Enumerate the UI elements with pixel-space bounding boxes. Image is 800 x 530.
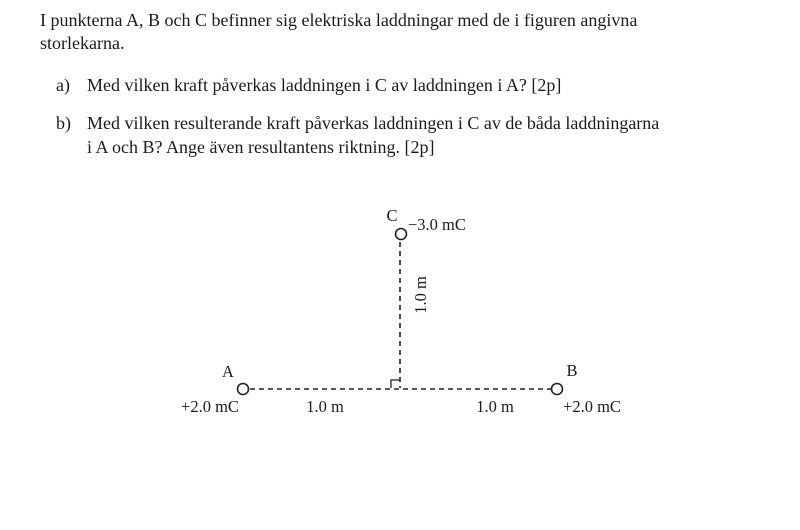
point-C-circle [396,229,407,240]
point-A-label: A [222,362,234,381]
charge-B-value: +2.0 mC [563,397,621,416]
question-a-text [87,73,770,97]
question-a [40,73,770,97]
question-b-label: b) [56,113,71,133]
point-A-circle [238,384,249,395]
distance-right-label: 1.0 m [476,397,514,416]
distance-left-label: 1.0 m [306,397,344,416]
point-B-circle [552,384,563,395]
point-C-label: C [386,206,398,225]
charge-C-value: −3.0 mC [408,215,466,234]
charge-diagram [0,190,800,430]
question-a-line-1: Med vilken kraft påverkas laddningen i C av laddningen i A? [2p] [87,75,562,95]
problem-text [40,9,770,159]
intro-line-2: storlekarna. [40,33,125,53]
point-B-label: B [566,361,578,380]
intro-line-1: I punkterna A, B och C befinner sig elektriska laddningar med de i figuren angivna [40,10,638,30]
right-angle-marker [391,380,400,388]
question-a-label: a) [56,75,70,95]
distance-vertical-label: 1.0 m [411,276,430,314]
question-b-text [87,111,770,159]
question-b [40,111,770,159]
charge-A-value: +2.0 mC [181,397,239,416]
question-b-line-1: Med vilken resulterande kraft påverkas laddningen i C av de båda laddningarna [87,113,660,133]
question-b-line-2: i A och B? Ange även resultantens riktning. [2p] [87,137,435,157]
